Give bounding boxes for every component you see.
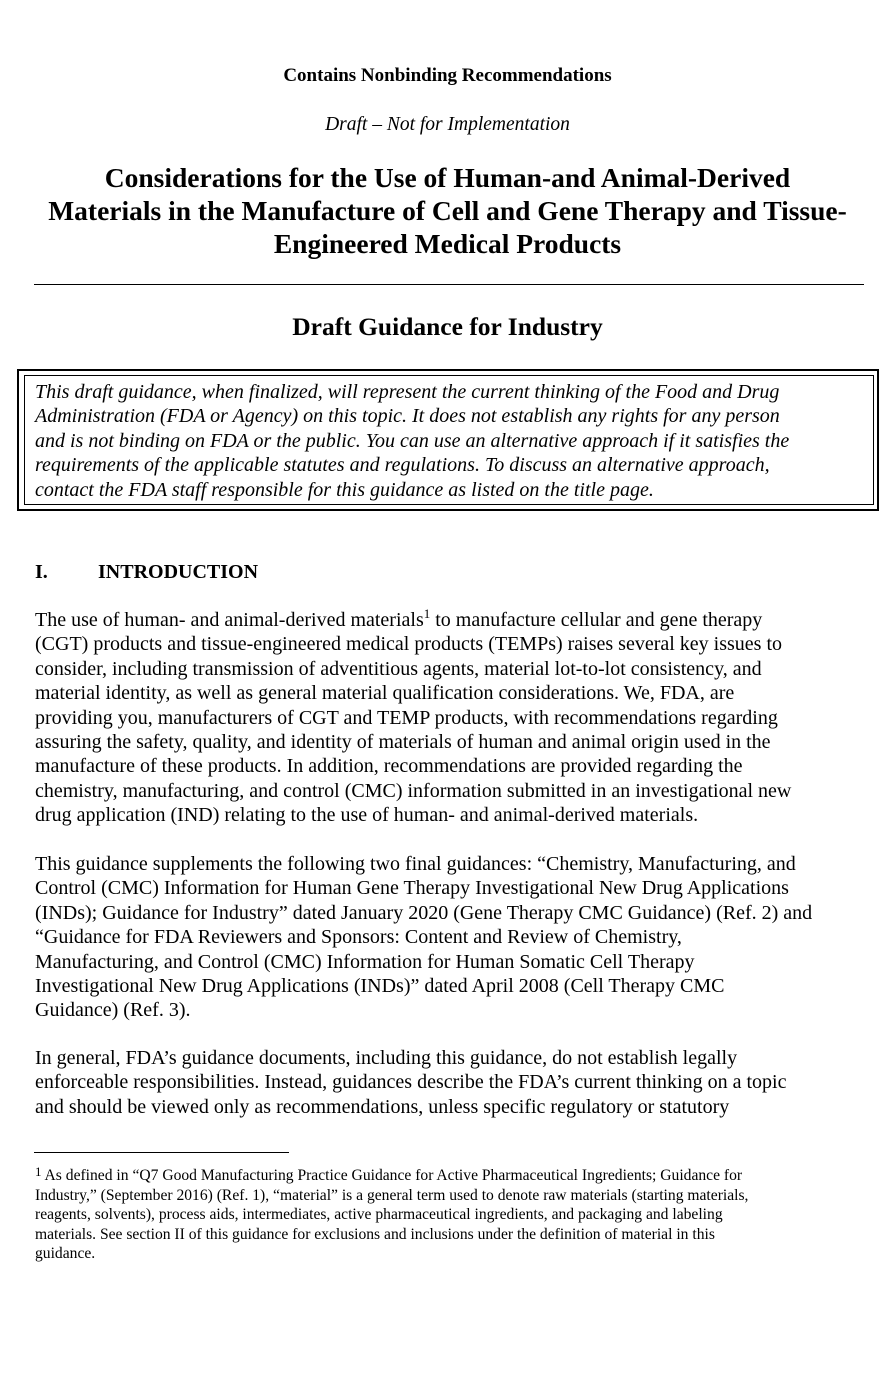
footnote-line: guidance. [35, 1245, 96, 1263]
nonbinding-header: Contains Nonbinding Recommendations [283, 65, 612, 86]
paragraph-line: consider, including transmission of adventitious agents, material lot-to-lot consistency, and [35, 657, 762, 680]
paragraph-line: This guidance supplements the following two final guidances: “Chemistry, Manufacturing, and [35, 853, 796, 875]
introduction-paragraph-1 [35, 608, 880, 828]
section-number: I. [35, 561, 48, 583]
paragraph-line: enforceable responsibilities. Instead, guidances describe the FDA’s current thinking on a topic [35, 1071, 787, 1094]
paragraph-line: manufacture of these products. In addition, recommendations are provided regarding the [35, 755, 743, 778]
draft-note: Draft – Not for Implementation [325, 114, 570, 135]
paragraph-line [35, 608, 880, 632]
footnote-divider [34, 1152, 289, 1153]
section-title: INTRODUCTION [98, 561, 259, 583]
paragraph-line: providing you, manufacturers of CGT and TEMP products, with recommendations regarding [35, 706, 778, 729]
paragraph-line: Investigational New Drug Applications (INDs)” dated April 2008 (Cell Therapy CMC [35, 975, 725, 998]
paragraph-text: The use of human- and animal-derived materials [35, 609, 424, 631]
disclaimer-line: Administration (FDA or Agency) on this topic. It does not establish any rights for any person [35, 405, 780, 428]
paragraph-text: to manufacture cellular and gene therapy [430, 609, 763, 631]
document-subtitle: Draft Guidance for Industry [292, 312, 603, 341]
footnote-marker: 1 [35, 1164, 42, 1179]
paragraph-line: drug application (IND) relating to the use of human- and animal-derived materials. [35, 804, 699, 827]
title-divider [34, 284, 864, 285]
disclaimer-line: This draft guidance, when finalized, will represent the current thinking of the Food and Drug [35, 381, 780, 403]
disclaimer-line: and is not binding on FDA or the public. You can use an alternative approach if it satisfies the [35, 429, 790, 452]
paragraph-line: material identity, as well as general material qualification considerations. We, FDA, are [35, 682, 735, 705]
footnote-line: reagents, solvents), process aids, intermediates, active pharmaceutical ingredients, and packaging and labeling [35, 1206, 723, 1224]
disclaimer-line: contact the FDA staff responsible for this guidance as listed on the title page. [35, 478, 654, 501]
disclaimer-line: requirements of the applicable statutes and regulations. To discuss an alternative approach, [35, 454, 770, 477]
title-line: Materials in the Manufacture of Cell and Gene Therapy and Tissue- [48, 195, 847, 226]
paragraph-line: chemistry, manufacturing, and control (CMC) information submitted in an investigational new [35, 779, 792, 802]
footnote-line: Industry,” (September 2016) (Ref. 1), “material” is a general term used to denote raw materials (starting materials, [35, 1186, 749, 1204]
paragraph-line: Guidance) (Ref. 3). [35, 999, 191, 1022]
paragraph-line: (INDs); Guidance for Industry” dated January 2020 (Gene Therapy CMC Guidance) (Ref. 2) and [35, 901, 813, 924]
footnote-line [35, 1166, 875, 1186]
document-title [20, 161, 875, 260]
title-line: Considerations for the Use of Human-and Animal-Derived [104, 162, 791, 193]
paragraph-line: Manufacturing, and Control (CMC) Information for Human Somatic Cell Therapy [35, 950, 695, 973]
paragraph-line: and should be viewed only as recommendations, unless specific regulatory or statutory [35, 1095, 730, 1118]
paragraph-line: In general, FDA’s guidance documents, including this guidance, do not establish legally [35, 1047, 738, 1069]
paragraph-line: (CGT) products and tissue-engineered medical products (TEMPs) raises several key issues to [35, 633, 783, 656]
footnote-line: materials. See section II of this guidance for exclusions and inclusions under the definition of material in this [35, 1225, 715, 1243]
footnote-reference[interactable]: 1 [423, 606, 431, 621]
footnote [35, 1166, 875, 1264]
disclaimer-box [24, 375, 874, 505]
title-line: Engineered Medical Products [273, 228, 622, 259]
introduction-paragraph-2 [35, 852, 880, 1023]
paragraph-line: “Guidance for FDA Reviewers and Sponsors: Content and Review of Chemistry, [35, 926, 682, 949]
footnote-text: As defined in “Q7 Good Manufacturing Practice Guidance for Active Pharmaceutical Ingredients; Guidance for [41, 1167, 743, 1184]
introduction-paragraph-3 [35, 1046, 880, 1119]
paragraph-line: assuring the safety, quality, and identity of materials of human and animal origin used in the [35, 731, 771, 754]
paragraph-line: Control (CMC) Information for Human Gene Therapy Investigational New Drug Applications [35, 877, 789, 900]
